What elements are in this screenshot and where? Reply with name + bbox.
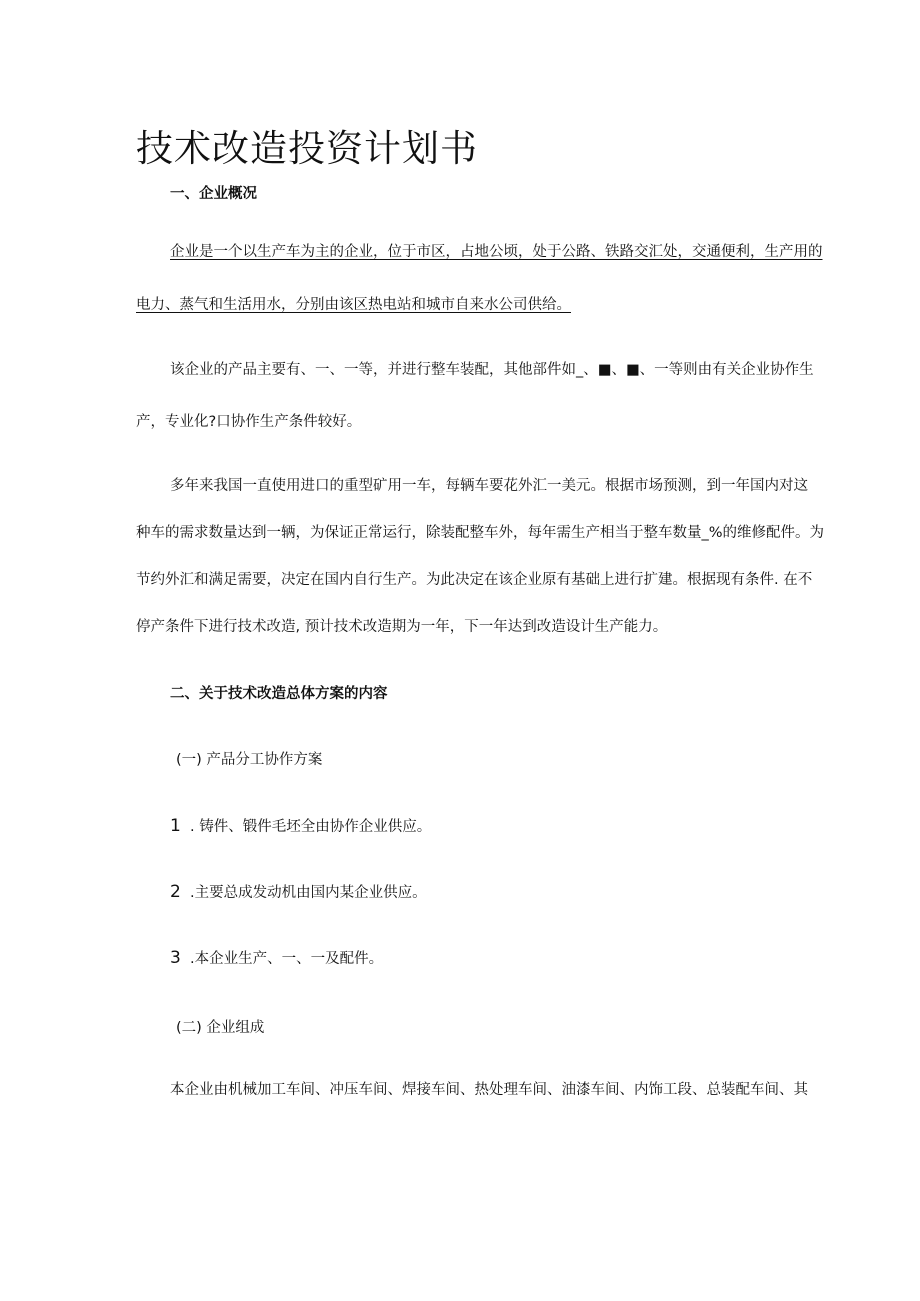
list-item-number: 2: [170, 882, 181, 902]
list-item-number: 1: [170, 816, 181, 836]
subsection-heading: (一) 产品分工协作方案: [176, 752, 323, 768]
paragraph-line: 本企业由机械加工车间、冲压车间、焊接车间、热处理车间、油漆车间、内饰工段、总装配车间、其: [170, 1082, 808, 1098]
paragraph-line: 停产条件下进行技术改造, 预计技术改造期为一年，下一年达到改造设计生产能力。: [136, 619, 668, 635]
list-item-text: . 铸件、锻件毛坯全由协作企业供应。: [190, 819, 432, 835]
paragraph-line: 产，专业化?口协作生产条件较好。: [136, 414, 362, 430]
document-title: 技术改造投资计划书: [136, 127, 478, 170]
paragraph-line: 该企业的产品主要有、一、一等，并进行整车装配，其他部件如_、■、■、一等则由有关企业协作生: [170, 362, 814, 378]
list-item: [170, 882, 427, 903]
list-item-text: .本企业生产、一、一及配件。: [190, 951, 384, 967]
list-item-number: 3: [170, 948, 181, 968]
subsection-heading: (二) 企业组成: [176, 1020, 265, 1036]
list-item-text: .主要总成发动机由国内某企业供应。: [190, 885, 427, 901]
paragraph-line: 节约外汇和满足需要，决定在国内自行生产。为此决定在该企业原有基础上进行扩建。根据现有条件. 在不: [136, 572, 813, 588]
paragraph-line: 多年来我国一直使用进口的重型矿用一车，每辆车要花外汇一美元。根据市场预测，到一年国内对这: [170, 478, 808, 494]
paragraph-line: 企业是一个以生产车为主的企业，位于市区，占地公顷，处于公路、铁路交汇处，交通便利，生产用的: [170, 244, 823, 260]
paragraph-line: 电力、蒸气和生活用水，分别由该区热电站和城市自来水公司供给。: [136, 297, 571, 313]
section-heading-plan: 二、关于技术改造总体方案的内容: [170, 686, 388, 702]
section-heading-overview: 一、企业概况: [170, 186, 257, 202]
paragraph-line: 种车的需求数量达到一辆，为保证正常运行，除装配整车外，每年需生产相当于整车数量_%的维修配件。为: [136, 525, 825, 541]
list-item: [170, 816, 431, 837]
list-item: [170, 948, 383, 969]
